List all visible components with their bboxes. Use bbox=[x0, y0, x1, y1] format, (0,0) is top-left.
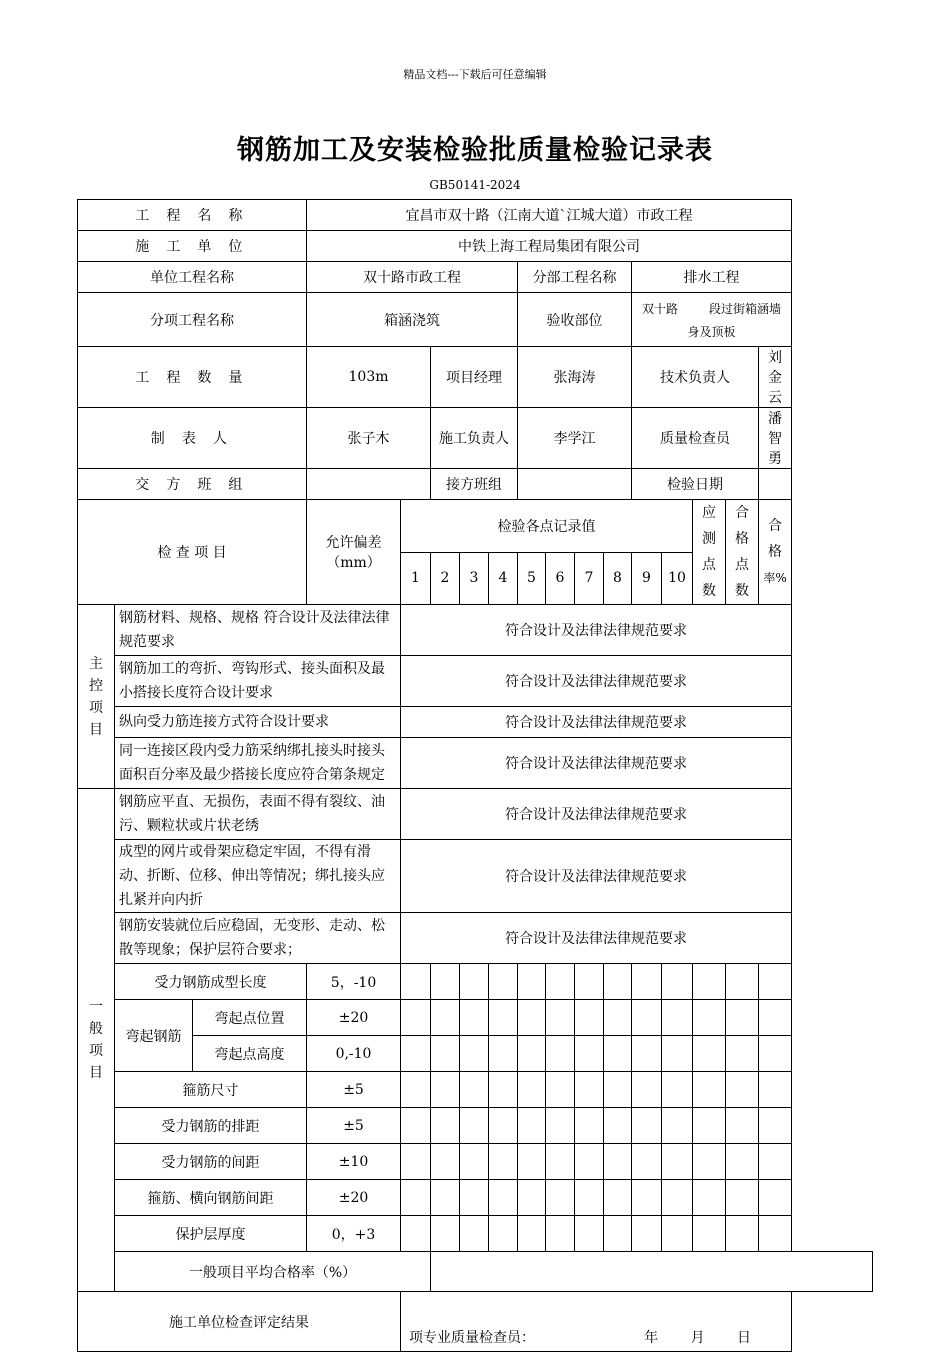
column-header-row bbox=[78, 500, 873, 553]
general-label bbox=[78, 789, 115, 1292]
table-row bbox=[78, 913, 873, 964]
pass-points-header: 合格 点数 bbox=[726, 500, 759, 605]
year-label: 年 bbox=[644, 1330, 659, 1346]
table-row bbox=[78, 738, 873, 789]
receiver-team-label: 接方班组 bbox=[431, 469, 518, 500]
qc-value: 潘智勇 bbox=[759, 408, 792, 469]
measured-item-label: 箍筋尺寸 bbox=[115, 1072, 307, 1108]
measured-item-tolerance: ±5 bbox=[307, 1072, 401, 1108]
measured-item-label: 受力钢筋的间距 bbox=[115, 1144, 307, 1180]
main-item-text: 同一连接区段内受力筋采纳绑扎接头时接头面积百分率及最少搭接长度应符合第条规定 bbox=[115, 738, 401, 789]
measured-item-label: 弯起点位置 bbox=[193, 1000, 307, 1036]
measured-points-header: 应测 点数 bbox=[693, 500, 726, 605]
tech-value: 刘金云 bbox=[759, 347, 792, 408]
watermark: 精品文档---下载后可任意编辑 bbox=[403, 68, 547, 81]
subitem-row bbox=[78, 293, 873, 347]
handover-team-label: 交 方 班 组 bbox=[78, 469, 307, 500]
table-row bbox=[78, 656, 873, 707]
table-row bbox=[78, 789, 873, 840]
point-number: 7 bbox=[575, 552, 604, 605]
check-date-value bbox=[759, 469, 792, 500]
division-label: 分部工程名称 bbox=[518, 262, 632, 293]
pass-rate-header: 合格 率% bbox=[759, 500, 792, 605]
measured-item-tolerance: 0，+3 bbox=[307, 1216, 401, 1252]
records-header: 检验各点记录值 bbox=[401, 500, 693, 553]
measured-row bbox=[78, 1144, 873, 1180]
point-number: 3 bbox=[460, 552, 489, 605]
accept-part-value bbox=[632, 293, 792, 347]
measured-item-label: 弯起点高度 bbox=[193, 1036, 307, 1072]
bent-bar-group-label: 弯起钢筋 bbox=[115, 1000, 193, 1072]
construction-unit-label: 施 工 单 位 bbox=[78, 231, 307, 262]
avg-rate-label: 一般项目平均合格率（%） bbox=[115, 1252, 431, 1292]
measured-item-label: 箍筋、横向钢筋间距 bbox=[115, 1180, 307, 1216]
measured-row bbox=[78, 1180, 873, 1216]
measured-item-label: 保护层厚度 bbox=[115, 1216, 307, 1252]
point-number: 4 bbox=[489, 552, 518, 605]
accept-part-label: 验收部位 bbox=[518, 293, 632, 347]
general-item-result: 符合设计及法律法律规范要求 bbox=[401, 840, 792, 913]
quantity-row bbox=[78, 347, 873, 408]
construction-lead-label: 施工负责人 bbox=[431, 408, 518, 469]
measured-row bbox=[78, 964, 873, 1000]
general-label-text: 一 般 项 目 bbox=[89, 999, 103, 1081]
result-signature bbox=[401, 1292, 792, 1352]
quantity-value: 103m bbox=[307, 347, 431, 408]
main-item-text: 钢筋材料、规格、规格 符合设计及法律法律规范要求 bbox=[115, 605, 401, 656]
construction-unit-row bbox=[78, 231, 873, 262]
project-name-value: 宜昌市双十路（江南大道`江城大道）市政工程 bbox=[307, 200, 792, 231]
standard-code: GB50141-2024 bbox=[429, 178, 521, 192]
main-control-label bbox=[78, 605, 115, 789]
tabulator-label: 制 表 人 bbox=[78, 408, 307, 469]
measured-item-tolerance: 5，-10 bbox=[307, 964, 401, 1000]
result-label: 施工单位检查评定结果 bbox=[78, 1292, 401, 1352]
measured-item-tolerance: ±10 bbox=[307, 1144, 401, 1180]
inspection-record-table bbox=[77, 199, 873, 1352]
measured-item-tolerance: ±20 bbox=[307, 1180, 401, 1216]
general-item-text: 钢筋应平直、无损伤，表面不得有裂纹、油污、颗粒状或片状老绣 bbox=[115, 789, 401, 840]
table-row bbox=[78, 840, 873, 913]
main-item-result: 符合设计及法律法律规范要求 bbox=[401, 605, 792, 656]
inspect-item-header: 检 查 项 目 bbox=[78, 500, 307, 605]
measured-item-label: 受力钢筋的排距 bbox=[115, 1108, 307, 1144]
handover-row bbox=[78, 469, 873, 500]
point-number: 10 bbox=[662, 552, 693, 605]
point-number: 6 bbox=[546, 552, 575, 605]
table-row bbox=[78, 605, 873, 656]
accept-part-line2: 身及顶板 bbox=[687, 324, 736, 339]
measured-item-tolerance: 0,-10 bbox=[307, 1036, 401, 1072]
subitem-label: 分项工程名称 bbox=[78, 293, 307, 347]
division-value: 排水工程 bbox=[632, 262, 792, 293]
general-item-result: 符合设计及法律法律规范要求 bbox=[401, 913, 792, 964]
unit-project-value: 双十路市政工程 bbox=[307, 262, 518, 293]
avg-rate-value bbox=[431, 1252, 873, 1292]
main-item-text: 纵向受力筋连接方式符合设计要求 bbox=[115, 707, 401, 738]
receiver-team-value bbox=[518, 469, 632, 500]
main-control-label-text: 主 控 项 目 bbox=[89, 655, 103, 738]
point-number: 5 bbox=[518, 552, 546, 605]
general-item-text: 成型的网片或骨架应稳定牢固，不得有滑动、折断、位移、伸出等情况；绑扎接头应扎紧并向内折 bbox=[115, 840, 401, 913]
construction-unit-value: 中铁上海工程局集团有限公司 bbox=[307, 231, 792, 262]
accept-part-left: 双十路 bbox=[642, 301, 679, 316]
subitem-value: 箱涵浇筑 bbox=[307, 293, 518, 347]
measured-row bbox=[78, 1216, 873, 1252]
measured-item-tolerance: ±20 bbox=[307, 1000, 401, 1036]
main-item-result: 符合设计及法律法律规范要求 bbox=[401, 738, 792, 789]
check-date-label: 检验日期 bbox=[632, 469, 759, 500]
measured-row bbox=[78, 1072, 873, 1108]
avg-rate-row bbox=[78, 1252, 873, 1292]
main-item-result: 符合设计及法律法律规范要求 bbox=[401, 707, 792, 738]
month-label: 月 bbox=[690, 1330, 705, 1346]
point-number: 2 bbox=[431, 552, 460, 605]
point-number: 1 bbox=[401, 552, 431, 605]
pm-label: 项目经理 bbox=[431, 347, 518, 408]
point-number: 8 bbox=[604, 552, 632, 605]
point-number: 9 bbox=[632, 552, 662, 605]
project-name-label: 工 程 名 称 bbox=[78, 200, 307, 231]
project-name-row bbox=[78, 200, 873, 231]
tabulator-value: 张子木 bbox=[307, 408, 431, 469]
table-row bbox=[78, 707, 873, 738]
quantity-label: 工 程 数 量 bbox=[78, 347, 307, 408]
handover-team-value bbox=[307, 469, 431, 500]
page-title: 钢筋加工及安装检验批质量检验记录表 bbox=[237, 135, 713, 166]
general-item-text: 钢筋安装就位后应稳固，无变形、走动、松散等现象；保护层符合要求； bbox=[115, 913, 401, 964]
measured-row bbox=[78, 1108, 873, 1144]
measured-row bbox=[78, 1000, 873, 1036]
general-item-result: 符合设计及法律法律规范要求 bbox=[401, 789, 792, 840]
accept-part-right: 段过街箱涵墙 bbox=[709, 301, 782, 316]
measured-item-tolerance: ±5 bbox=[307, 1108, 401, 1144]
result-row bbox=[78, 1292, 873, 1352]
unit-project-label: 单位工程名称 bbox=[78, 262, 307, 293]
pm-value: 张海涛 bbox=[518, 347, 632, 408]
tech-label: 技术负责人 bbox=[632, 347, 759, 408]
measured-item-label: 受力钢筋成型长度 bbox=[115, 964, 307, 1000]
main-item-text: 钢筋加工的弯折、弯钩形式、接头面积及最小搭接长度符合设计要求 bbox=[115, 656, 401, 707]
tolerance-header: 允许偏差（mm） bbox=[307, 500, 401, 605]
qc-label: 质量检查员 bbox=[632, 408, 759, 469]
measured-row bbox=[78, 1036, 873, 1072]
day-label: 日 bbox=[737, 1330, 752, 1346]
construction-lead-value: 李学江 bbox=[518, 408, 632, 469]
unit-project-row bbox=[78, 262, 873, 293]
main-item-result: 符合设计及法律法律规范要求 bbox=[401, 656, 792, 707]
inspector-label: 项专业质量检查员： bbox=[409, 1330, 536, 1346]
tabulator-row bbox=[78, 408, 873, 469]
